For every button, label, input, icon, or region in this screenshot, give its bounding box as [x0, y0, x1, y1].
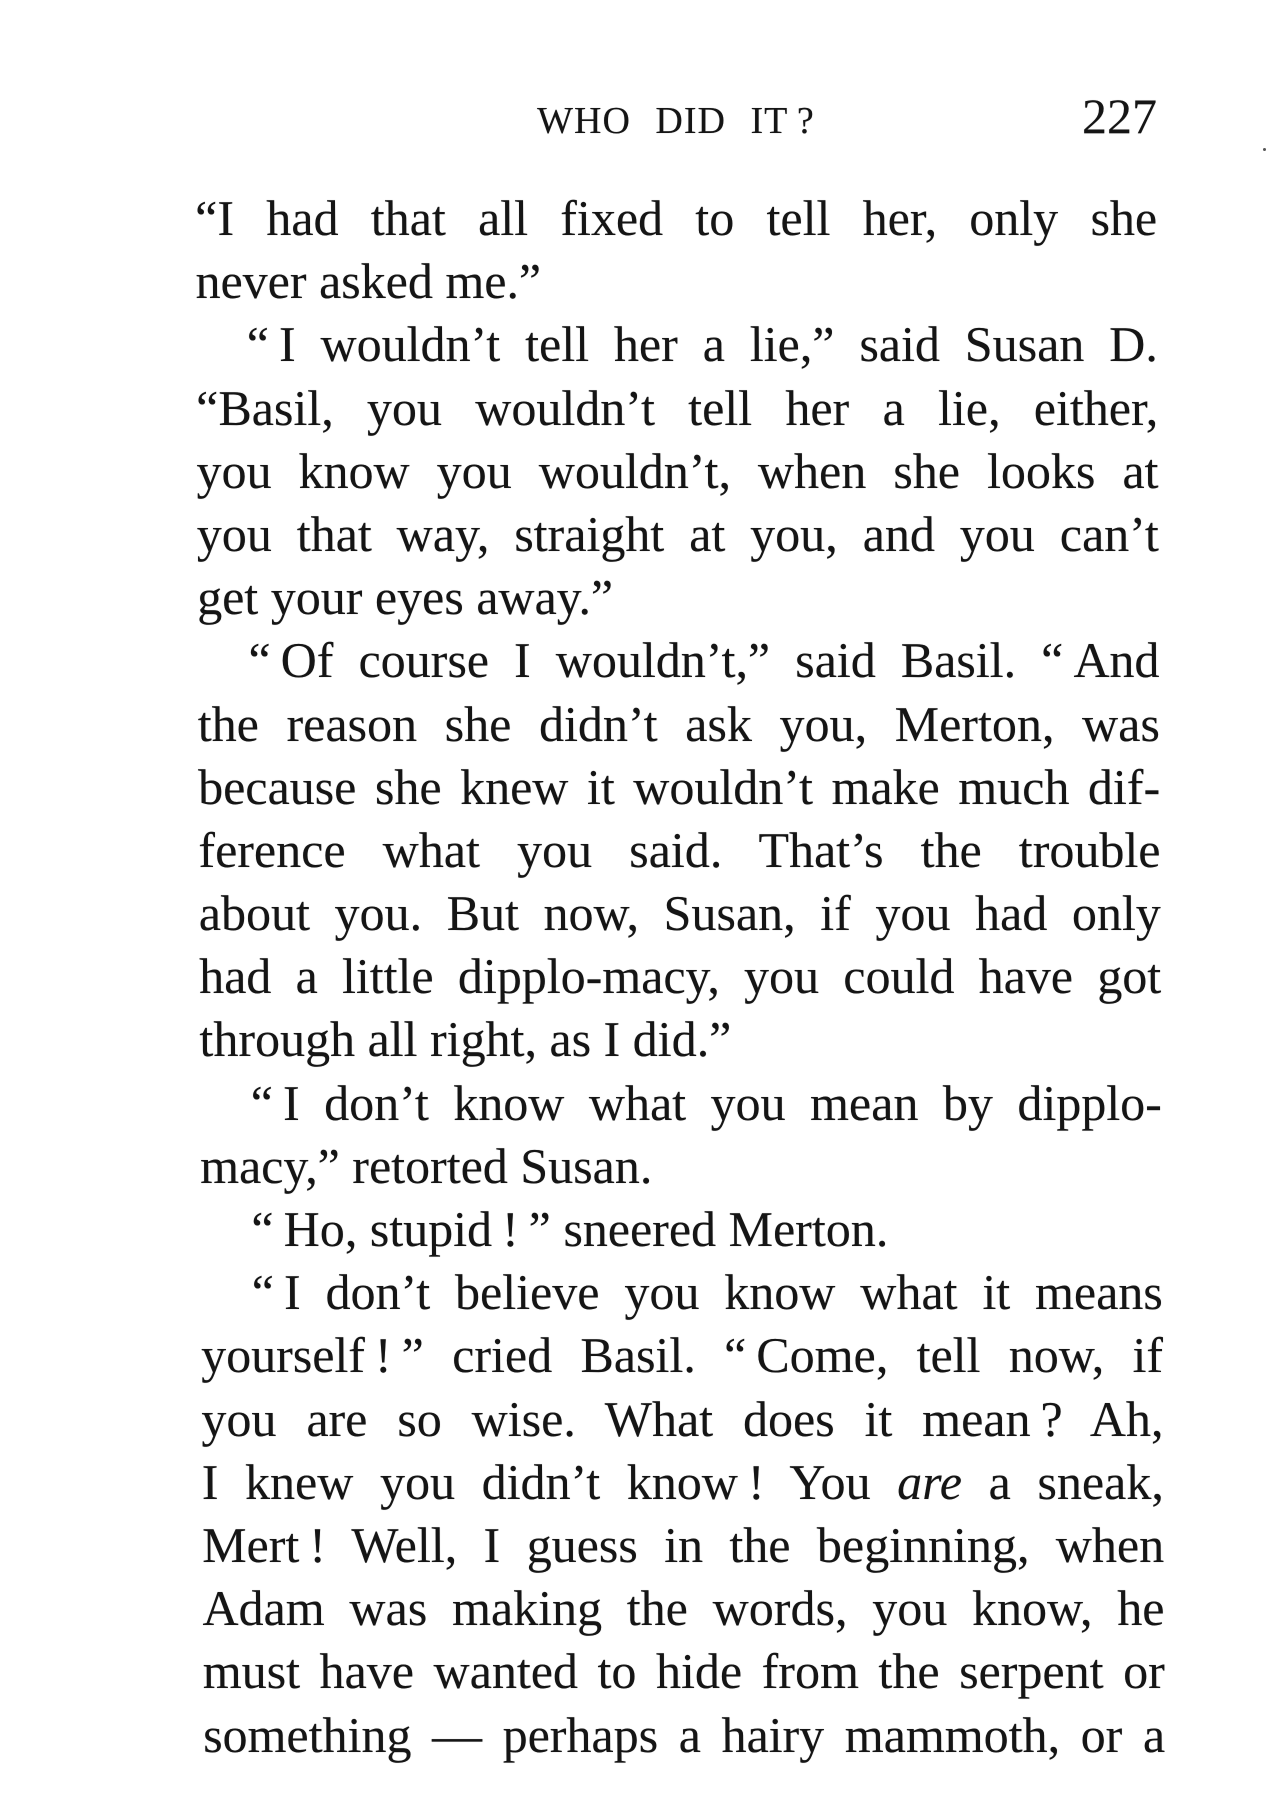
paragraph	[201, 1261, 1166, 1767]
body-line: “ I don’t know what you mean by dipplo-	[250, 1074, 1162, 1131]
body-line: had a little dipplo-macy, you could have got	[198, 948, 1162, 1005]
paragraph	[200, 1072, 1163, 1198]
body-line: “ I don’t believe you know what it means	[251, 1264, 1163, 1321]
body-line: something — perhaps a hairy mammoth, or a	[202, 1706, 1166, 1763]
line-text: I knew you didn’t know ! You	[201, 1453, 898, 1510]
paragraph	[197, 629, 1161, 1071]
body-line: ference what you said. That’s the trouble	[198, 821, 1161, 878]
body-line: “Basil, you wouldn’t tell her a lie, either,	[196, 379, 1159, 436]
body-line: macy,” retorted Susan.	[199, 1137, 653, 1194]
line-text: a sneak,	[961, 1453, 1164, 1510]
page-number: 227	[1082, 88, 1157, 144]
paragraph	[196, 313, 1160, 629]
body-line: the reason she didn’t ask you, Merton, was	[197, 695, 1160, 752]
body-line: never asked me.”	[195, 253, 542, 310]
body-text	[195, 187, 1165, 1767]
body-line: “ Of course I wouldn’t,” said Basil. “ And	[248, 632, 1160, 689]
emphasized-word: are	[897, 1453, 963, 1510]
body-line: you know you wouldn’t, when she looks at	[196, 442, 1159, 499]
body-line: “ I wouldn’t tell her a lie,” said Susan D.	[246, 316, 1158, 373]
body-line	[202, 1451, 1164, 1514]
body-line: through all right, as I did.”	[199, 1011, 732, 1068]
running-header	[195, 88, 1157, 144]
body-line: yourself ! ” cried Basil. “ Come, tell now, if	[200, 1327, 1164, 1384]
body-line: “ Ho, stupid ! ” sneered Merton.	[251, 1201, 889, 1257]
running-title: WHO DID IT ?	[537, 100, 815, 142]
body-line: you are so wise. What does it mean ? Ah,	[201, 1390, 1164, 1447]
paragraph	[195, 187, 1158, 313]
body-line: because she knew it wouldn’t make much dif-	[197, 758, 1161, 815]
body-line: Adam was making the words, you know, he	[202, 1580, 1165, 1637]
body-line: get your eyes away.”	[197, 569, 614, 626]
body-line: you that way, straight at you, and you can’t	[196, 505, 1159, 562]
body-line: must have wanted to hide from the serpent or	[202, 1643, 1165, 1700]
paragraph	[200, 1198, 1162, 1261]
body-line: about you. But now, Susan, if you had only	[198, 885, 1161, 942]
body-line: “I had that all fixed to tell her, only she	[195, 190, 1158, 246]
body-line: Mert ! Well, I guess in the beginning, when	[201, 1516, 1165, 1573]
scan-speck	[1263, 148, 1266, 151]
